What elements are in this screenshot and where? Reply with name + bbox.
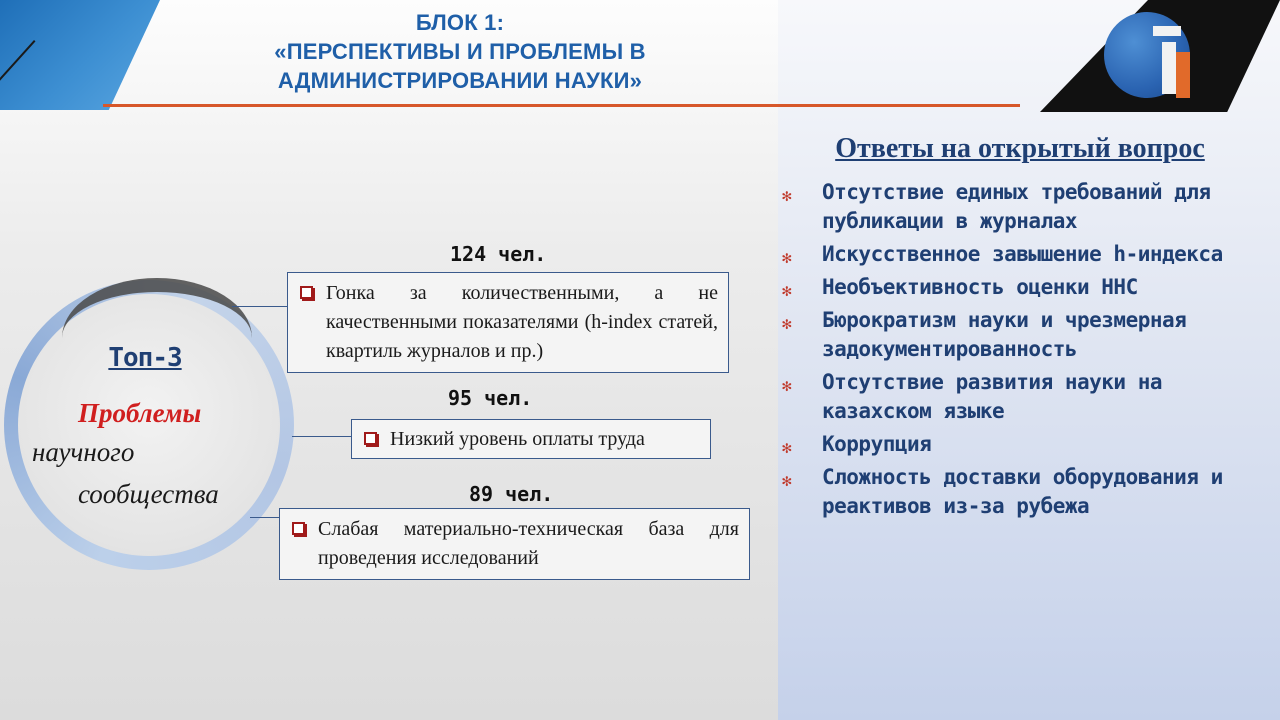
- title-line-1: БЛОК 1:: [415, 10, 505, 35]
- star-bullet-icon: ✻: [782, 186, 792, 205]
- star-bullet-icon: ✻: [782, 438, 792, 457]
- star-bullet-icon: ✻: [782, 281, 792, 300]
- answer-item: ✻ Коррупция: [780, 430, 1275, 459]
- logo-i-bar: [1162, 42, 1176, 94]
- problem-box-2: [351, 419, 711, 459]
- answer-item: ✻ Необъективность оценки ННС: [780, 273, 1275, 302]
- star-bullet-icon: ✻: [782, 471, 792, 490]
- answer-item: ✻ Отсутствие единых требований для публикации в журналах: [782, 180, 1211, 233]
- connector-line-2: [292, 436, 352, 437]
- title-line-2: «ПЕРСПЕКТИВЫ И ПРОБЛЕМЫ В: [274, 39, 646, 64]
- top3-circle-arc: [62, 278, 252, 338]
- count-3: 89 чел.: [469, 482, 554, 506]
- logo-i-dot: [1153, 26, 1181, 36]
- blue-corner-shape: [0, 0, 160, 110]
- answer-item: ✻ Искусственное завышение h-индекса: [780, 240, 1275, 269]
- answer-item: ✻ Сложность доставки оборудования и реактивов из-за рубежа: [782, 465, 1223, 518]
- problem-box-3: [279, 508, 750, 580]
- community-label: сообщества: [78, 479, 219, 509]
- answer-item: ✻ Отсутствие развития науки на казахском языке: [782, 370, 1163, 423]
- title-underline: [103, 104, 1020, 107]
- logo-i-accent: [1176, 52, 1190, 98]
- checkbox-bullet-icon: [364, 432, 377, 445]
- count-1: 124 чел.: [450, 242, 547, 266]
- connector-line-3: [250, 517, 280, 518]
- answers-list: [780, 178, 1275, 525]
- checkbox-bullet-icon: [300, 286, 313, 299]
- count-2: 95 чел.: [448, 386, 533, 410]
- scientific-label: научного: [32, 437, 135, 467]
- problem-box-1: [287, 272, 729, 373]
- problem-text-1: Гонка за количественными, а не качественными показателями (h-index статей, квартиль журналов и пр.): [326, 282, 718, 362]
- connector-line-1: [232, 306, 288, 307]
- corner-decoration: [0, 0, 160, 110]
- answer-item: ✻ Бюрократизм науки и чрезмерная задокументированность: [782, 308, 1187, 361]
- problems-label: Проблемы: [78, 398, 202, 428]
- title-line-3: АДМИНИСТРИРОВАНИИ НАУКИ»: [277, 68, 643, 93]
- problem-text-2: Низкий уровень оплаты труда: [390, 428, 645, 450]
- top3-label: Топ-3: [108, 343, 182, 373]
- slide-title: [180, 8, 740, 95]
- answers-title: Ответы на открытый вопрос: [835, 133, 1205, 164]
- problem-text-3: Слабая материально-техническая база для проведения исследований: [318, 518, 739, 569]
- star-bullet-icon: ✻: [782, 248, 792, 267]
- star-bullet-icon: ✻: [782, 376, 792, 395]
- star-bullet-icon: ✻: [782, 314, 792, 333]
- checkbox-bullet-icon: [292, 522, 305, 535]
